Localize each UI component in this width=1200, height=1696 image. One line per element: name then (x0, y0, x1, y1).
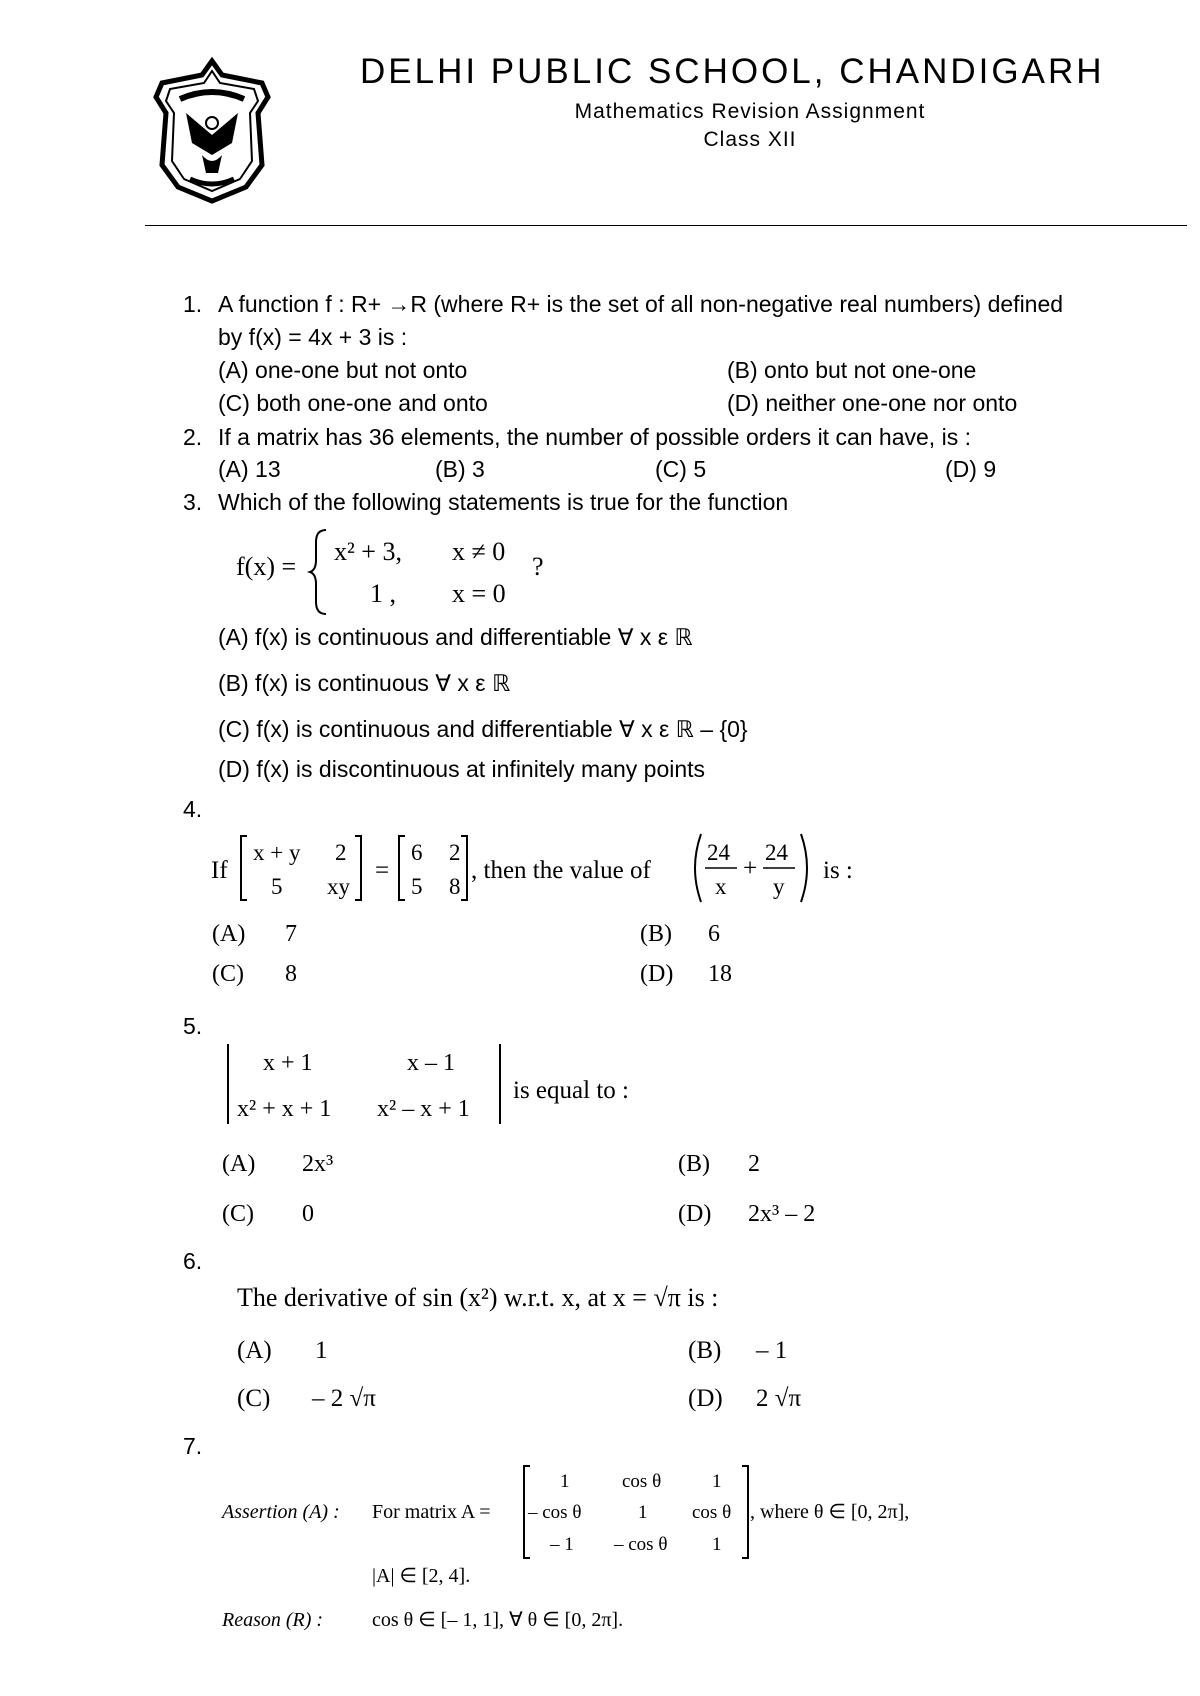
option-a-label: (A) (237, 1337, 272, 1364)
question-number: 5. (183, 1013, 203, 1039)
svg-text:f(x) =: f(x) = (236, 552, 297, 581)
svg-text:– cos θ: – cos θ (528, 1502, 582, 1523)
svg-text:– 1: – 1 (550, 1534, 574, 1555)
determinant-expression (225, 1040, 665, 1128)
option-c-label: (C) (212, 961, 244, 987)
svg-text:y: y (773, 874, 785, 899)
matrix-equation (205, 828, 865, 908)
svg-text:1 ,: 1 , (370, 579, 396, 608)
option-d-value: 2 √π (756, 1385, 802, 1412)
svg-text:If: If (211, 857, 228, 884)
school-logo (150, 55, 275, 205)
svg-text:xy: xy (327, 874, 350, 899)
matrix-a (520, 1462, 940, 1562)
svg-text:x + 1: x + 1 (263, 1050, 313, 1076)
question-text: by f(x) = 4x + 3 is : (218, 324, 408, 350)
option-a-value: 2x³ (302, 1151, 334, 1177)
svg-text:1: 1 (638, 1502, 648, 1523)
option-d-label: (D) (688, 1385, 723, 1412)
option-c-value: 8 (285, 961, 297, 987)
svg-text:1: 1 (560, 1471, 570, 1492)
option-d-value: 18 (708, 961, 732, 987)
assertion-text: For matrix A = (372, 1501, 491, 1523)
option-b-label: (B) (688, 1337, 722, 1364)
option-b-value: – 1 (756, 1337, 788, 1364)
reason-text: cos θ ∈ [– 1, 1], ∀ θ ∈ [0, 2π]. (372, 1609, 624, 1631)
option-b: (B) 3 (435, 456, 485, 482)
option-c-value: – 2 √π (312, 1385, 376, 1412)
option-a: (A) 13 (218, 456, 281, 482)
piecewise-function (230, 520, 550, 620)
option-c: (C) 5 (655, 456, 707, 482)
svg-text:, then the value of: , then the value of (471, 857, 651, 884)
svg-text:?: ? (532, 552, 544, 581)
option-b-value: 2 (748, 1151, 760, 1177)
svg-text:=: = (375, 857, 390, 884)
svg-text:x: x (715, 874, 727, 899)
assignment-title: Mathematics Revision Assignment (574, 100, 926, 123)
question-text: A function f : R+ →R (where R+ is the set of all non-negative real numbers) defined (218, 291, 1064, 317)
svg-text:, where θ ∈ [0, 2π],: , where θ ∈ [0, 2π], (750, 1501, 910, 1523)
assertion-line-2: |A| ∈ [2, 4]. (372, 1565, 471, 1587)
question-number: 7. (183, 1433, 203, 1459)
svg-text:2: 2 (335, 840, 347, 865)
header-divider (145, 225, 1187, 226)
svg-text:24: 24 (765, 840, 788, 865)
option-d-value: 2x³ – 2 (748, 1201, 816, 1227)
option-b: (B) f(x) is continuous ∀ x ε ℝ (218, 670, 511, 696)
option-d: (D) f(x) is discontinuous at infinitely many points (218, 756, 706, 782)
svg-text:x ≠ 0: x ≠ 0 (452, 537, 506, 566)
option-d: (D) 9 (945, 456, 997, 482)
option-c: (C) f(x) is continuous and differentiable ∀ x ε ℝ – {0} (218, 716, 748, 742)
svg-text:is :: is : (823, 857, 853, 884)
svg-text:1: 1 (712, 1471, 722, 1492)
question-number: 3. (183, 489, 203, 515)
option-b-value: 6 (708, 921, 720, 947)
svg-text:+: + (743, 855, 758, 882)
option-c: (C) both one-one and onto (218, 390, 488, 416)
svg-text:x = 0: x = 0 (452, 579, 506, 608)
option-a-value: 7 (285, 921, 297, 947)
svg-text:8: 8 (449, 874, 461, 899)
reason-label: Reason (R) : (222, 1609, 324, 1631)
svg-text:5: 5 (271, 874, 283, 899)
option-c-value: 0 (302, 1201, 314, 1227)
svg-text:x² + x + 1: x² + x + 1 (237, 1096, 332, 1122)
option-a-label: (A) (212, 921, 246, 947)
option-b-label: (B) (678, 1151, 710, 1177)
svg-text:2: 2 (449, 840, 461, 865)
question-number: 6. (183, 1248, 203, 1274)
option-a: (A) f(x) is continuous and differentiable ∀ x ε ℝ (218, 624, 693, 650)
school-name: DELHI PUBLIC SCHOOL, CHANDIGARH (360, 52, 1105, 91)
option-c-label: (C) (222, 1201, 254, 1227)
svg-text:6: 6 (411, 840, 423, 865)
option-d-label: (D) (640, 961, 674, 987)
svg-text:x – 1: x – 1 (407, 1050, 455, 1076)
svg-text:1: 1 (712, 1534, 722, 1555)
svg-text:x² – x + 1: x² – x + 1 (377, 1096, 470, 1122)
class-label: Class XII (703, 128, 797, 151)
question-number: 4. (183, 796, 203, 822)
svg-text:– cos θ: – cos θ (614, 1534, 668, 1555)
option-c-label: (C) (237, 1385, 271, 1412)
question-text: The derivative of sin (x²) w.r.t. x, at x = √π is : (237, 1283, 719, 1312)
option-a: (A) one-one but not onto (218, 357, 468, 383)
question-number: 2. (183, 424, 203, 450)
svg-text:5: 5 (411, 874, 423, 899)
assertion-label: Assertion (A) : (222, 1501, 340, 1523)
question-number: 1. (183, 291, 203, 317)
option-b: (B) onto but not one-one (727, 357, 977, 383)
svg-text:cos θ: cos θ (622, 1471, 662, 1492)
question-text: Which of the following statements is true for the function (218, 489, 789, 515)
svg-text:x + y: x + y (253, 840, 301, 865)
option-d: (D) neither one-one nor onto (727, 390, 1018, 416)
svg-text:cos θ: cos θ (692, 1502, 732, 1523)
option-b-label: (B) (640, 921, 672, 947)
option-a-label: (A) (222, 1151, 256, 1177)
svg-text:x² + 3,: x² + 3, (334, 537, 402, 566)
svg-text:24: 24 (707, 840, 730, 865)
question-text: If a matrix has 36 elements, the number of possible orders it can have, is : (218, 424, 971, 450)
option-d-label: (D) (678, 1201, 712, 1227)
option-a-value: 1 (315, 1337, 328, 1364)
svg-text:is equal to :: is equal to : (513, 1077, 629, 1104)
